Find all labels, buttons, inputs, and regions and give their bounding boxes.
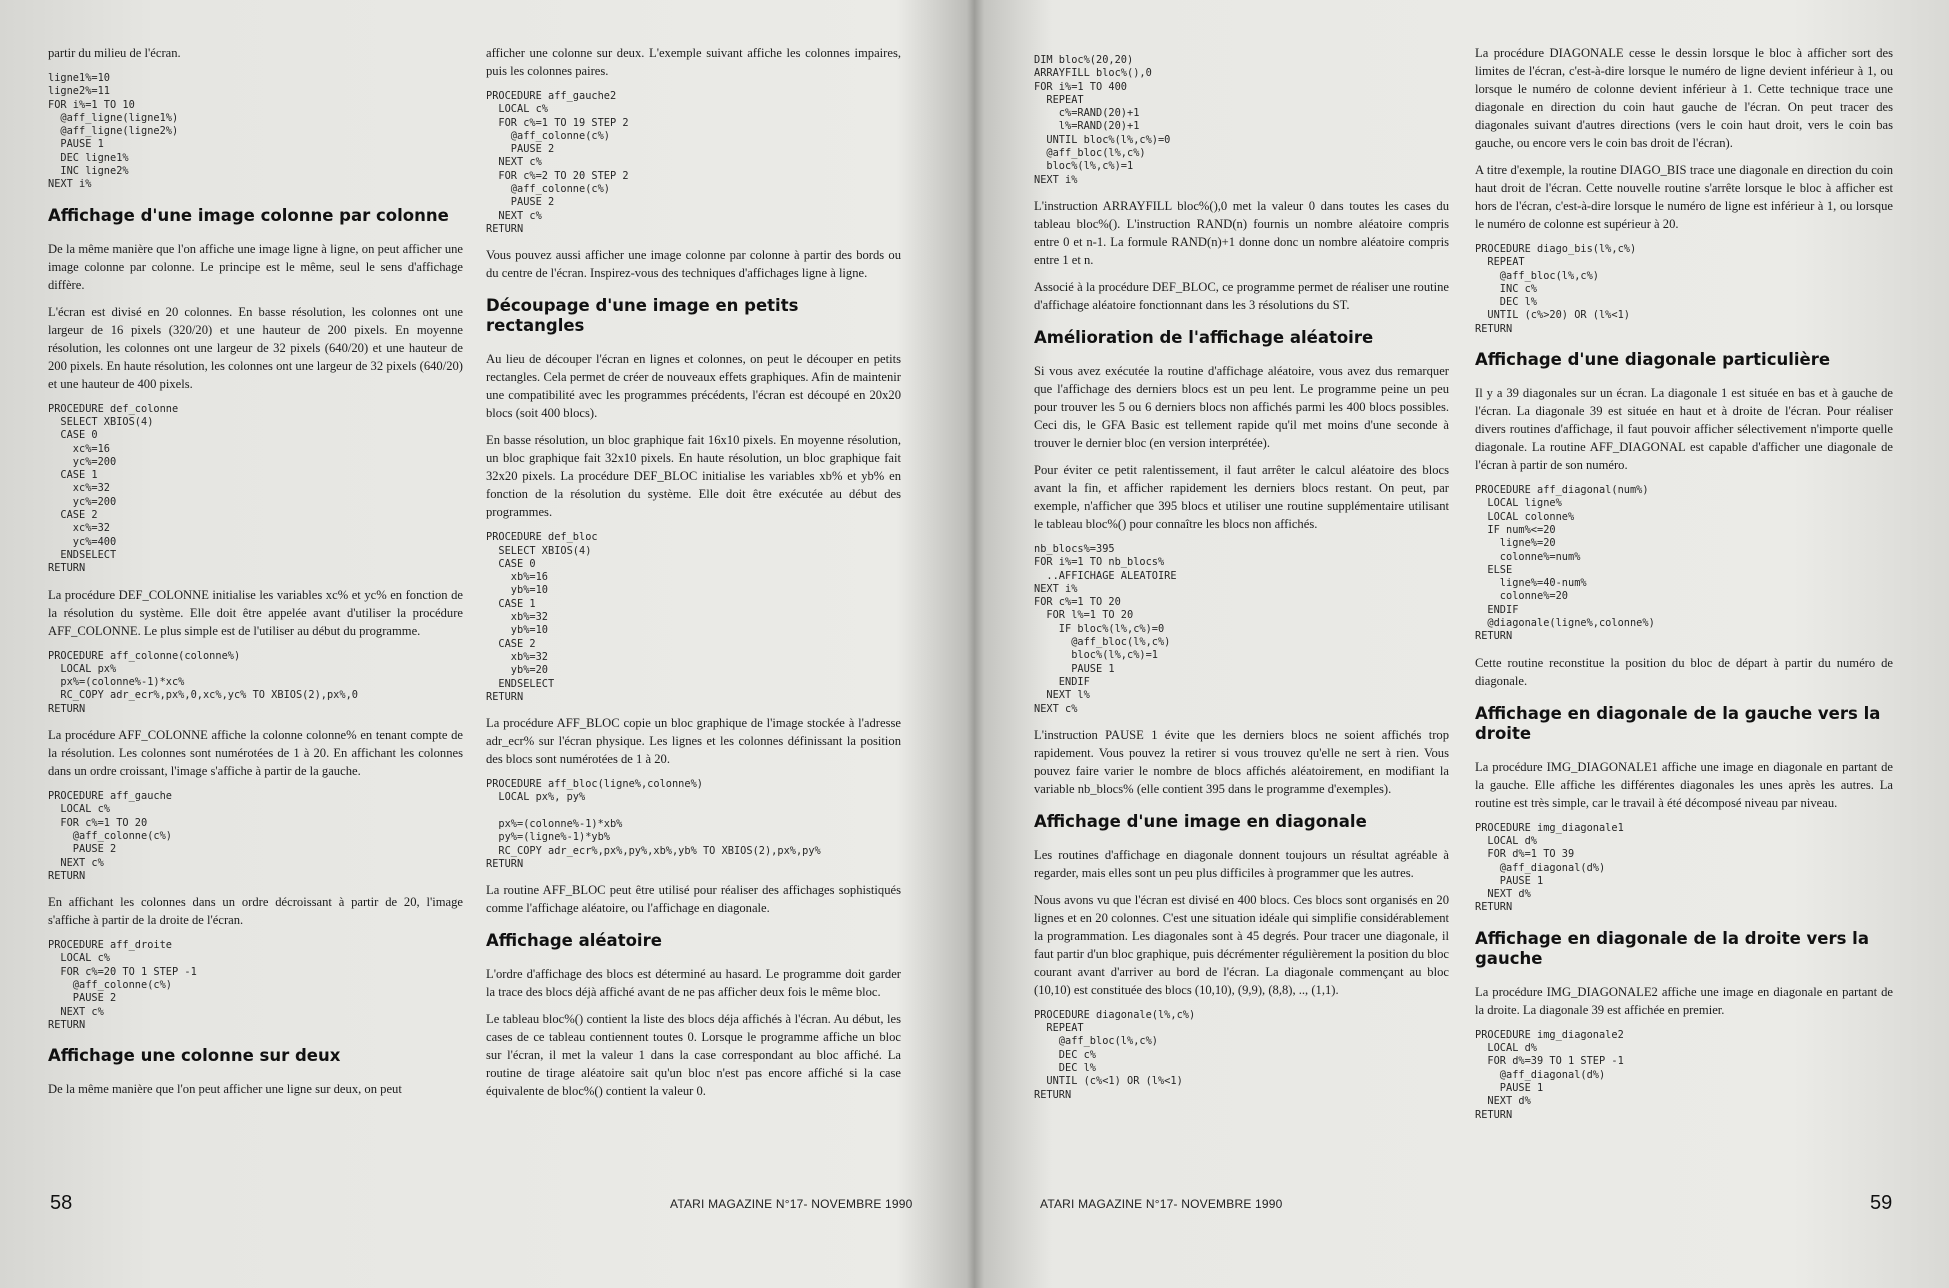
paragraph: En basse résolution, un bloc graphique fait 16x10 pixels. En moyenne résolution, un bloc graphique fait 32x10 pixels. En haute résolution, un bloc graphique fait 32x20 pixels. La procédure DEF_BLOC initialise les variables xb% et yb% en fonction de la résolution du système. Elle doit être exécutée au début des programmes. <box>486 433 901 520</box>
paragraph: Pour éviter ce petit ralentissement, il faut arrêter le calcul aléatoire des blocs avant la fin, et afficher rapidement les derniers blocs restant. On peut, par exemple, n'afficher que 395 blocs et utiliser une routine supplémentaire utilisant le tableau bloc%() pour connaître les blocs non affichés. <box>1034 462 1449 531</box>
right-page-column-2 <box>1475 44 1893 1132</box>
paragraph: Vous pouvez aussi afficher une image colonne par colonne à partir des bords ou du centre de l'écran. Inspirez-vous des techniques d'affichages ligne à ligne. <box>486 248 901 281</box>
left-page-column-1 <box>48 44 463 1107</box>
paragraph: Le tableau bloc%() contient la liste des blocs déja affichés à l'écran. Au début, les cases de ce tableau contiennent toutes 0. Lorsque le programme affiche un bloc sur l'écran, il met la valeur 1 dans la case correspondant au bloc affiché. La routine de tirage aléatoire sait qu'un bloc n'est pas encore affiché si la case équivalente de bloc%() contient la valeur 0. <box>486 1012 901 1099</box>
paragraph: La routine AFF_BLOC peut être utilisé pour réaliser des affichages sophistiqués comme l'affichage aléatoire, ou l'affichage en diagonale. <box>486 883 901 916</box>
paragraph: La procédure DIAGONALE cesse le dessin lorsque le bloc à afficher sort des limites de l'écran, c'est-à-dire lorsque le numéro de ligne devient inférieur à 1, ou lorsque le numéro de colonne devient inférieur à 1. Cette technique trace une diagonale en direction du coin haut gauche de l'écran. On peut tracer des diagonales suivant d'autres directions (vers le coin haut droit, vers le coin bas gauche, ou encore vers le coin bas droit de l'écran). <box>1475 46 1893 150</box>
paragraph: De la même manière que l'on affiche une image ligne à ligne, on peut afficher une image colonne par colonne. Le principe est le même, seul le sens d'affichage diffère. <box>48 241 463 292</box>
paragraph: La procédure AFF_BLOC copie un bloc graphique de l'image stockée à l'adresse adr_ecr% sur l'écran physique. Les lignes et les colonnes définissant la position des blocs sont numérotées de 1 à 20. <box>486 716 901 767</box>
section-heading: Découpage d'une image en petits rectangles <box>486 296 799 336</box>
section-heading: Amélioration de l'affichage aléatoire <box>1034 327 1374 347</box>
section-heading: Affichage d'une image en diagonale <box>1034 811 1367 831</box>
paragraph: L'ordre d'affichage des blocs est déterminé au hasard. Le programme doit garder la trace des blocs déjà affiché avant de ne pas afficher deux fois le même bloc. <box>486 967 901 1000</box>
code-listing: nb_blocs%=395 FOR i%=1 TO nb_blocs% ..AFFICHAGE ALEATOIRE NEXT i% FOR c%=1 TO 20 FOR l%=1 TO 20 IF bloc%(l%,c%)=0 @aff_bloc(l%,c%) bloc%(l%,c%)=1 PAUSE 1 ENDIF NEXT l% NEXT c% <box>1034 542 1177 715</box>
code-listing: PROCEDURE img_diagonale1 LOCAL d% FOR d%=1 TO 39 @aff_diagonal(d%) PAUSE 1 NEXT d% RETURN <box>1475 821 1624 914</box>
code-listing: PROCEDURE def_bloc SELECT XBIOS(4) CASE 0 xb%=16 yb%=10 CASE 1 xb%=32 yb%=10 CASE 2 xb%=32 yb%=20 ENDSELECT RETURN <box>486 531 598 703</box>
paragraph: La procédure IMG_DIAGONALE1 affiche une image en diagonale en partant de la gauche. Elle affiche les différentes diagonales les unes après les autres. La routine est très simple, car le travail à été décomposé niveau par niveau. <box>1475 759 1893 810</box>
code-listing: PROCEDURE diagonale(l%,c%) REPEAT @aff_bloc(l%,c%) DEC c% DEC l% UNTIL (c%<1) OR (l%<1) RETURN <box>1034 1008 1196 1101</box>
paragraph: partir du milieu de l'écran. <box>48 46 181 60</box>
paragraph: La procédure IMG_DIAGONALE2 affiche une image en diagonale en partant de la droite. La diagonale 39 est affichée en premier. <box>1475 984 1893 1017</box>
code-listing: PROCEDURE aff_gauche LOCAL c% FOR c%=1 TO 20 @aff_colonne(c%) PAUSE 2 NEXT c% RETURN <box>48 790 172 882</box>
paragraph: La procédure DEF_COLONNE initialise les variables xc% et yc% en fonction de la résolution du système. Elle doit être appelée avant d'utiliser la procédure AFF_COLONNE. Le plus simple est de l'utiliser au début du programme. <box>48 587 463 638</box>
paragraph: Au lieu de découper l'écran en lignes et colonnes, on peut le découper en petits rectangles. Cela permet de créer de nouveaux effets graphiques. Afin de maintenir une compatibilité avec les programmes précédents, l'écran est découpé en 20x20 blocs (soit 400 blocs). <box>486 352 901 421</box>
paragraph: Cette routine reconstitue la position du bloc de départ à partir du numéro de diagonale. <box>1475 655 1893 688</box>
paragraph: Nous avons vu que l'écran est divisé en 400 blocs. Ces blocs sont organisés en 20 lignes et en 20 colonnes. C'est une situation idéale qui simplifie considérablement la programmation. Les diagonales sont à 45 degrés. Pour tracer une diagonale, il faut partir d'un bloc graphique, puis décrémenter régulièrement la position du bloc courant avant d'arriver au bord de l'écran. La diagonale commençant au bloc (10,10) est constituée des blocs (10,10), (9,9), (8,8), .., (1,1). <box>1034 892 1449 997</box>
code-listing: ligne1%=10 ligne2%=11 FOR i%=1 TO 10 @aff_ligne(ligne1%) @aff_ligne(ligne2%) PAUSE 1 DEC ligne1% INC ligne2% NEXT i% <box>48 72 179 191</box>
section-heading: Affichage aléatoire <box>486 931 662 951</box>
right-page-column-1 <box>1034 44 1449 1112</box>
code-listing: PROCEDURE aff_diagonal(num%) LOCAL ligne% LOCAL colonne% IF num%<=20 ligne%=20 colonne%=num% ELSE ligne%=40-num% colonne%=20 ENDIF @diagonale(ligne%,colonne%) RETURN <box>1475 484 1655 643</box>
section-heading: Affichage d'une diagonale particulière <box>1475 350 1831 370</box>
paragraph: L'instruction ARRAYFILL bloc%(),0 met la valeur 0 dans toutes les cases du tableau bloc%(). L'instruction RAND(n) fournis un nombre aléatoire compris entre 0 et n-1. La formule RAND(n)+1 donne donc un nombre aléatoire compris entre 1 et n. <box>1034 198 1449 267</box>
section-heading: Affichage en diagonale de la gauche vers la droite <box>1475 703 1881 743</box>
paragraph: La procédure AFF_COLONNE affiche la colonne colonne% en tenant compte de la résolution. Les colonnes sont numérotées de 1 à 20. En affichant les colonnes dans un ordre croissant, l'image s'affiche à partir de la gauche. <box>48 728 463 779</box>
paragraph: L'écran est divisé en 20 colonnes. En basse résolution, les colonnes ont une largeur de 16 pixels (320/20) et une hauteur de 200 pixels. En moyenne résolution, les colonnes ont une largeur de 32 pixels (640/20) et une hauteur de 200 pixels. En haute résolution, les colonnes ont une largeur de 32 pixels (640/20) et une hauteur de 400 pixels. <box>48 304 463 391</box>
code-listing: DIM bloc%(20,20) ARRAYFILL bloc%(),0 FOR i%=1 TO 400 REPEAT c%=RAND(20)+1 l%=RAND(20)+1 UNTIL bloc%(l%,c%)=0 @aff_bloc(l%,c%) bloc%(l%,c%)=1 NEXT i% <box>1034 54 1171 186</box>
paragraph: afficher une colonne sur deux. L'exemple suivant affiche les colonnes impaires, puis les colonnes paires. <box>486 46 901 78</box>
section-heading: Affichage une colonne sur deux <box>48 1046 341 1066</box>
code-listing: PROCEDURE aff_colonne(colonne%) LOCAL px% px%=(colonne%-1)*xc% RC_COPY adr_ecr%,px%,0,xc%,yc% TO XBIOS(2),px%,0 RETURN <box>48 649 358 715</box>
paragraph: De la même manière que l'on peut afficher une ligne sur deux, on peut <box>48 1082 402 1097</box>
paragraph: A titre d'exemple, la routine DIAGO_BIS trace une diagonale en direction du coin haut droit de l'écran. Cette nouvelle routine s'arrête lorsque le bloc à afficher est hors de l'écran, c'est-à-dire lorsque le numéro de ligne est inférieur à 1, ou lorsque le numéro de colonne est supérieur à 20. <box>1475 163 1893 231</box>
code-listing: PROCEDURE aff_bloc(ligne%,colonne%) LOCAL px%, py% px%=(colonne%-1)*xb% py%=(ligne%-1)*yb% RC_COPY adr_ecr%,px%,py%,xb%,yb% TO XBIOS(2),px%,py% RETURN <box>486 778 821 870</box>
code-listing: PROCEDURE aff_gauche2 LOCAL c% FOR c%=1 TO 19 STEP 2 @aff_colonne(c%) PAUSE 2 NEXT c% FOR c%=2 TO 20 STEP 2 @aff_colonne(c%) PAUSE 2 NEXT c% RETURN <box>486 90 629 235</box>
paragraph: Associé à la procédure DEF_BLOC, ce programme permet de réaliser une routine d'affichage aléatoire fonctionnant dans les 3 résolutions du ST. <box>1034 279 1449 312</box>
page-number-left: 58 <box>50 1192 73 1214</box>
paragraph: Il y a 39 diagonales sur un écran. La diagonale 1 est située en bas et à gauche de l'écran. La diagonale 39 est située en haut et à droite de l'écran. Pour réaliser divers routines d'affichage, il faut pouvoir afficher sélectivement n'importe quelle diagonale. La routine AFF_DIAGONAL est capable d'afficher une diagonale de l'écran à partir de son numéro. <box>1475 386 1893 473</box>
section-heading: Affichage d'une image colonne par colonne <box>48 205 449 225</box>
code-listing: PROCEDURE diago_bis(l%,c%) REPEAT @aff_bloc(l%,c%) INC c% DEC l% UNTIL (c%>20) OR (l%<1) RETURN <box>1475 243 1637 335</box>
code-listing: PROCEDURE def_colonne SELECT XBIOS(4) CASE 0 xc%=16 yc%=200 CASE 1 xc%=32 yc%=200 CASE 2 xc%=32 yc%=400 ENDSELECT RETURN <box>48 402 179 575</box>
code-listing: PROCEDURE img_diagonale2 LOCAL d% FOR d%=39 TO 1 STEP -1 @aff_diagonal(d%) PAUSE 1 NEXT d% RETURN <box>1475 1028 1624 1121</box>
left-page-column-2 <box>486 44 901 1109</box>
section-heading: Affichage en diagonale de la droite vers la gauche <box>1475 928 1869 968</box>
paragraph: En affichant les colonnes dans un ordre décroissant à partir de 20, l'image s'affiche à partir de la droite de l'écran. <box>48 895 463 928</box>
footer-left: ATARI MAGAZINE N°17- NOVEMBRE 1990 <box>670 1197 913 1211</box>
paragraph: Les routines d'affichage en diagonale donnent toujours un résultat agréable à regarder, mais elles sont un peu plus difficiles à programmer que les autres. <box>1034 847 1449 880</box>
paragraph: Si vous avez exécutée la routine d'affichage aléatoire, vous avez dus remarquer que l'affichage des derniers blocs est un peu lent. Le programme peine un peu pour trouver les 5 ou 6 derniers blocs non affichés parmi les 400 blocs possibles. Ceci dis, le GFA Basic est tellement rapide qu'il met moins d'une seconde à trouver le dernier bloc (en version interprétée). <box>1034 363 1449 450</box>
page-number-right: 59 <box>1870 1192 1893 1214</box>
code-listing: PROCEDURE aff_droite LOCAL c% FOR c%=20 TO 1 STEP -1 @aff_colonne(c%) PAUSE 2 NEXT c% RETURN <box>48 939 197 1031</box>
footer-right: ATARI MAGAZINE N°17- NOVEMBRE 1990 <box>1040 1197 1283 1211</box>
paragraph: L'instruction PAUSE 1 évite que les derniers blocs ne soient affichés trop rapidement. Vous pouvez la retirer si vous trouvez qu'elle ne sert à rien. Vous pouvez faire varier le nombre de blocs affichés aléatoirement, en modifiant la variable nb_blocs% (elle contient 395 dans le programme d'exemples). <box>1034 727 1449 796</box>
